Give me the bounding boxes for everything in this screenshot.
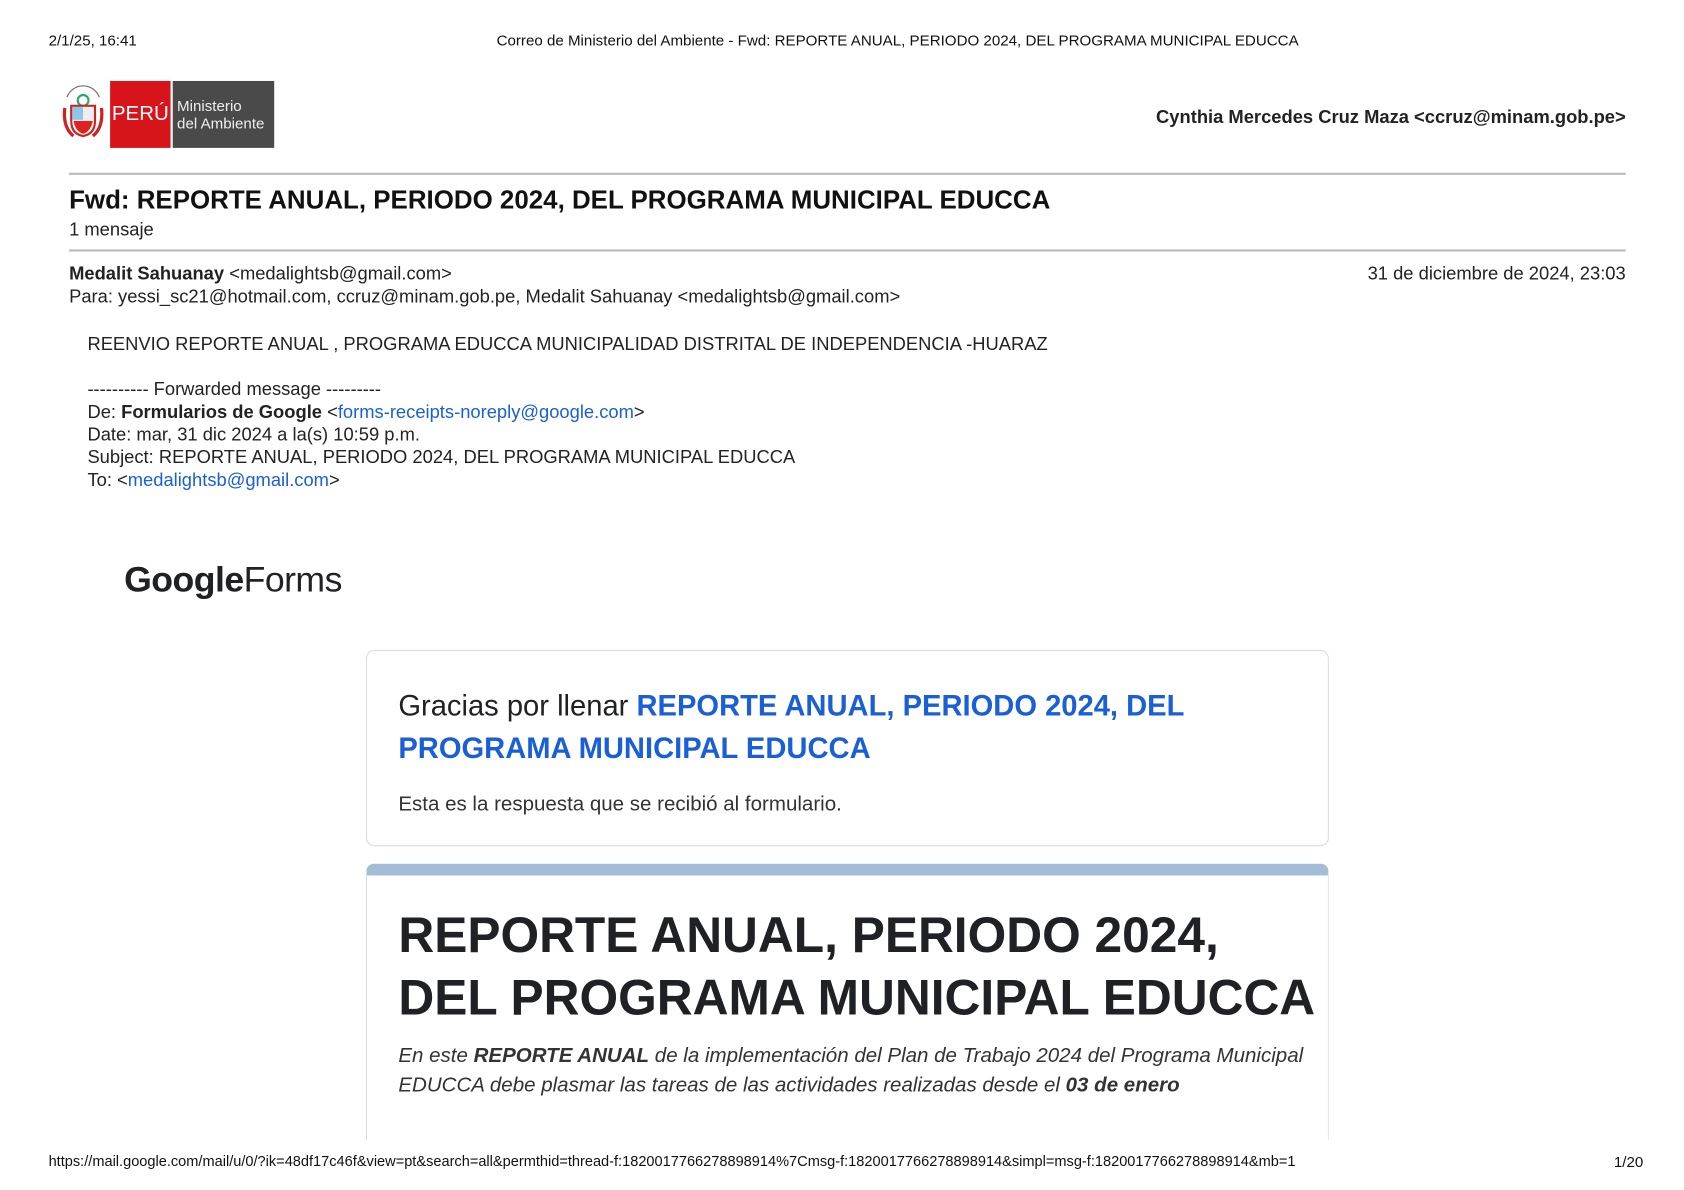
form-title: REPORTE ANUAL, PERIODO 2024, DEL PROGRAMA MUNICIPAL EDUCCA xyxy=(398,906,1316,1026)
divider xyxy=(69,249,1626,251)
thanks-prefix: Gracias por llenar xyxy=(398,689,637,723)
logo-ministry xyxy=(173,81,274,148)
brand-forms: Forms xyxy=(243,559,342,600)
forwarded-date: Date: mar, 31 dic 2024 a la(s) 10:59 p.m. xyxy=(87,424,420,445)
print-url: https://mail.google.com/mail/u/0/?ik=48df17c46f&view=pt&search=all&permthid=thread-f:1820017766278898914%7Cmsg-f:1820017766278898914&simpl=msg-f:1820017766278898914&mb=1 xyxy=(48,1152,1296,1170)
forwarded-subject: Subject: REPORTE ANUAL, PERIODO 2024, DEL PROGRAMA MUNICIPAL EDUCCA xyxy=(87,446,796,468)
print-title: Correo de Ministerio del Ambiente - Fwd: REPORTE ANUAL, PERIODO 2024, DEL PROGRAMA MUNICIPAL EDUCCA xyxy=(496,31,1299,49)
logo-ministry-line2: del Ambiente xyxy=(177,114,265,132)
forwarded-to: To: <medalightsb@gmail.com> xyxy=(87,469,340,491)
form-link[interactable]: REPORTE ANUAL, PERIODO 2024, DEL PROGRAMA MUNICIPAL EDUCCA xyxy=(398,689,1184,765)
google-forms-logo xyxy=(124,559,342,600)
from-name: Formularios de Google xyxy=(121,401,323,423)
divider xyxy=(69,173,1626,175)
logo-ministry-line1: Ministerio xyxy=(177,97,242,115)
desc-text: En este xyxy=(398,1044,474,1068)
thread-subject: Fwd: REPORTE ANUAL, PERIODO 2024, DEL PROGRAMA MUNICIPAL EDUCCA xyxy=(69,185,1051,215)
confirmation-card xyxy=(366,650,1329,846)
to-email-link[interactable]: medalightsb@gmail.com xyxy=(127,469,329,491)
body-text: REENVIO REPORTE ANUAL , PROGRAMA EDUCCA MUNICIPALIDAD DISTRITAL DE INDEPENDENCIA -HUARAZ xyxy=(87,333,1048,355)
brand-google: Google xyxy=(124,559,244,600)
sender-email: <medalightsb@gmail.com> xyxy=(229,263,452,284)
print-datetime: 2/1/25, 16:41 xyxy=(48,31,137,49)
form-response-card xyxy=(366,864,1329,1140)
message-date: 31 de diciembre de 2024, 23:03 xyxy=(1367,263,1626,284)
form-description xyxy=(398,1042,1316,1100)
desc-text: de la implementación del Plan de Trabajo 2024 del Programa Municipal EDUCCA debe plasmar las tareas de las actividades realizadas desde el xyxy=(398,1044,1304,1097)
logo-peru: PERÚ xyxy=(110,81,170,148)
page-number: 1/20 xyxy=(1613,1152,1644,1171)
desc-bold: REPORTE ANUAL xyxy=(473,1044,650,1068)
minam-logo xyxy=(60,81,274,148)
desc-bold: 03 de enero xyxy=(1065,1074,1180,1097)
to-label: To: xyxy=(87,469,112,491)
forwarded-separator: ---------- Forwarded message --------- xyxy=(87,378,382,400)
account-name: Cynthia Mercedes Cruz Maza <ccruz@minam.gob.pe> xyxy=(1156,106,1626,128)
from-label: De: xyxy=(87,401,117,423)
message-body xyxy=(87,332,1047,491)
recipients: Para: yessi_sc21@hotmail.com, ccruz@minam.gob.pe, Medalit Sahuanay <medalightsb@gmail.com> xyxy=(69,286,901,307)
thanks-heading xyxy=(398,685,1297,769)
message-count: 1 mensaje xyxy=(69,219,154,240)
thanks-subtitle: Esta es la respuesta que se recibió al formulario. xyxy=(398,793,842,817)
forwarded-from: De: Formularios de Google <forms-receipts-noreply@google.com> xyxy=(87,401,645,423)
from-email-link[interactable]: forms-receipts-noreply@google.com xyxy=(337,401,634,423)
sender xyxy=(69,263,452,285)
sender-name: Medalit Sahuanay xyxy=(69,263,225,284)
peru-coat-of-arms-icon xyxy=(60,82,105,147)
